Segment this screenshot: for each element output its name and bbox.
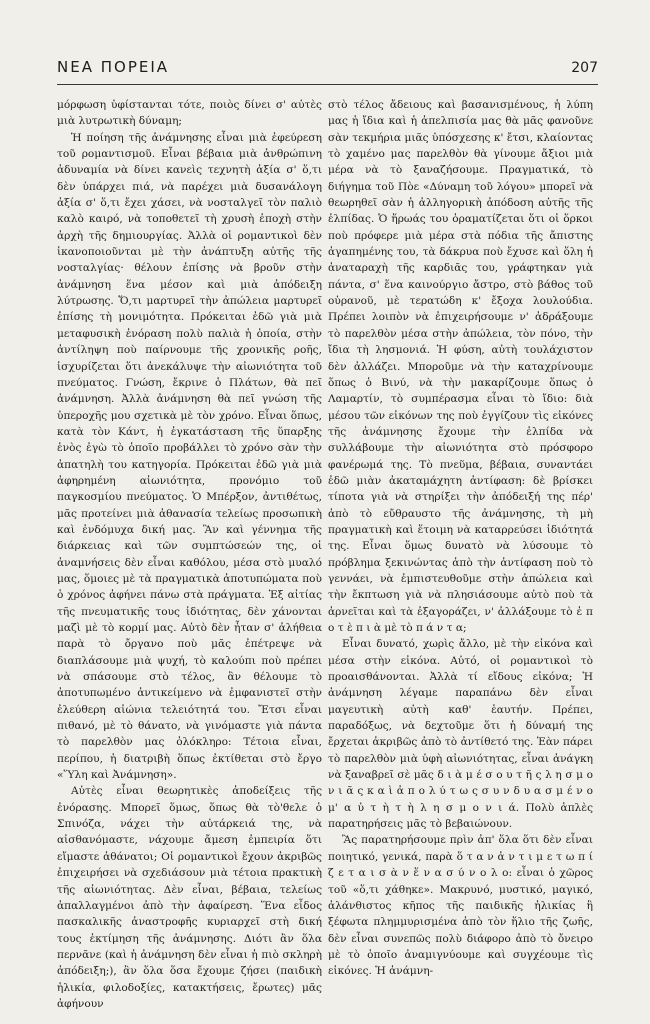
page-number: 207 <box>571 60 598 76</box>
left-column <box>57 97 322 1012</box>
paragraph: Αὐτὲς εἶναι θεωρητικὲς ἀποδείξεις τῆς ἐνόρασης. Μπορεῖ ὅμως, ὅπως θὰ τὸ'θελε ὁ Σπινόζα, νάχει τὴν αὐτάρκειά της, νὰ αἰσθανόμαστε, νάχουμε ἄμεση ἐμπειρία ὅτι εἴμαστε ἀθάνατοι; Οἱ ρομαντικοὶ ἔχουν ἀκριβῶς ἐπιχειρήσει νὰ σχεδιάσουν μιὰ τέτοια πρακτικὴ τῆς αἰωνιότητας. Δὲν εἶναι, βέβαια, τελείως ἀπαλλαγμένοι ἀπὸ τὴν ἀφαίρεση. Ἕνα εἶδος πασκαλικῆς ἀναστροφῆς κυριαρχεῖ στὴ δική τους ἐκτίμηση τῆς ἀνάμνησης. Διότι ἂν ὅλα περνᾶνε (καὶ ἡ ἀνάμνηση δὲν εἶναι ἡ πιὸ σκληρὴ ἀπόδειξη;), ἂν ὅλα ὅσα ἔχουμε ζήσει (παιδικὴ ἡλικία, φιλοδοξίες, κατακτήσεις, ἔρωτες) μᾶς ἀφήνουν <box>57 785 322 1010</box>
paragraph: Ἡ ποίηση τῆς ἀνάμνησης εἶναι μιὰ ἐφεύρεση τοῦ ρομαντισμοῦ. Εἶναι βέβαια μιὰ ἀνθρώπινη ἀδυναμία νὰ δίνει κανεὶς τεχνητὴ ἀξία σ' ὅ,τι δὲν ὑπάρχει πιά, νὰ παρέχει μιὰ δυσανάλογη ἀξία σ' ὅ,τι ἔχει χάσει, νὰ νοσταλγεῖ τὸν παλιὸ καλὸ καιρό, νὰ τοποθετεῖ τὴ χρυσὴ ἐποχὴ στὴν ἀρχὴ τῆς δημιουργίας. Ἀλλὰ οἱ ρομαντικοὶ δὲν ἱκανοποιοῦνται μὲ τὴν ἀνάπτυξη αὐτῆς τῆς νοσταλγίας· θέλουν ἐπίσης νὰ βροῦν στὴν ἀνάμνηση ἕνα μέσον καὶ μιὰ ἀπόδειξη λύτρωσης. Ὅ,τι μαρτυρεῖ τὴν ἀπώλεια μαρτυρεῖ ἐπίσης τὴ μονιμότητα. Πρόκειται ἐδῶ γιὰ μιὰ μεταφυσικὴ ἐνόραση πολὺ παλιὰ ἡ ὁποία, στὴν ἀντίληψη ποὺ παίρνουμε τῆς χρονικῆς ροῆς, ἰσχυρίζεται ὅτι ἀνεκάλυψε τὴν αἰωνιότητα τοῦ πνεύματος. Γνώση, ἔκρινε ὁ Πλάτων, θὰ πεῖ ἀνάμνηση. Ἀλλὰ ἀνάμνηση θὰ πεῖ γνώση τῆς ὑπεροχῆς μου σχετικὰ μὲ τὸν χρόνο. Εἶναι ὅπως, κατὰ τὸν Κάντ, ἡ ἐγκατάσταση τῆς ὕπαρξης ἑνὸς ἐγὼ τὸ ὁποῖο προβάλλει τὸ χρόνο σὰν τὴν ἀπατηλὴ του κατηγορία. Πρόκειται ἐδῶ γιὰ μιὰ ἀφηρημένη αἰωνιότητα, προνόμιο τοῦ παγκοσμίου πνεύματος. Ὁ Μπέρξον, ἀντιθέτως, μᾶς προτείνει μιὰ ἀθανασία τελείως προσωπικὴ καὶ ἐνδόμυχα δική μας. Ἂν καὶ γέννημα τῆς διάρκειας καὶ τῶν συμπτώσεών της, οἱ ἀναμνήσεις δὲν εἶναι καθόλου, μέσα στὸ μυαλό μας, ὅμοιες μὲ τὰ πραγματικὰ ἀποτυπώματα ποὺ ὁ χρόνος ἀφήνει πάνω στὰ πράγματα. Ἐξ αἰτίας τῆς πνευματικῆς τους ἰδιότητας, δὲν χάνονται μαζὶ μὲ τὸ κορμί μας. Αὐτὸ δὲν ἦταν σ' ἀλήθεια παρὰ τὸ ὄργανο ποὺ μᾶς ἐπέτρεψε νὰ διαπλάσουμε μιὰ ψυχή, τὸ καλούπι ποὺ πρέπει νὰ σπάσουμε στὸ τέλος, ἂν θέλουμε τὸ ἀποτυπωμένο ἀντικείμενο νὰ ἐμφανιστεῖ στὴν ἐλεύθερη αἰώνια τελειότητά του. Ἔτσι εἶναι πιθανό, μὲ τὸ θάνατο, νὰ γινόμαστε γιὰ πάντα τὸ παρελθὸν μας ὁλόκληρο: Τέτοια εἶναι, περίπου, ἡ διατριβὴ ὅπως ἐκτίθεται στὸ ἔργο «Ὕλη καὶ Ἀνάμνηση». <box>57 131 322 782</box>
paragraph: μόρφωση ὑφίστανται τότε, ποιὸς δίνει σ' αὐτὲς μιὰ λυτρωτικὴ δύναμη; <box>57 99 322 128</box>
right-column <box>328 97 593 1012</box>
paragraph: Ἂς παρατηρήσουμε πρὶν ἀπ' ὅλα ὅτι δὲν εἶναι ποιητικό, γενικά, παρὰ ὅ τ α ν ἀ ν τ ι μ ε τ ω π ί ζ ε τ α ι σ ὰ ν ἕ ν α σ ύ ν ο λ ο: εἶναι ὁ χῶρος τοῦ «ὅ,τι χάθηκε». Μακρυνό, μυστικό, μαγικό, ἀλάνθιστος κῆπος τῆς παιδικῆς ἡλικίας ἢ ξέφωτα πλημμυρισμένα ἀπὸ τὸν ἥλιο τῆς ζωῆς, δὲν εἶναι συνεπῶς πολὺ διάφορο ἀπὸ τὸ ὄνειρο μὲ τὸ ὁποῖο ἀναμιγνύουμε καὶ συγχέουμε τὶς εἰκόνες. Ἡ ἀνάμνη- <box>328 834 593 978</box>
journal-title: ΝΕΑ ΠΟΡΕΙΑ <box>57 58 170 76</box>
paragraph: Εἶναι δυνατό, χωρὶς ἄλλο, μὲ τὴν εἰκόνα καὶ μέσα στὴν εἰκόνα. Αὐτό, οἱ ρομαντικοὶ τὸ προαισθάνονται. Ἀλλὰ τί εἴδους εἰκόνα; Ἡ ἀνάμνηση λέγαμε παραπάνω δὲν εἶναι μαγευτικὴ αὐτὴ καθ' ἑαυτήν. Πρέπει, παραδόξως, νὰ δεχτοῦμε ὅτι ἡ δύναμή της ἔρχεται ἀκριβῶς ἀπὸ τὸ ἀντίθετό της. Ἐὰν πάρει τὸ παρελθὸν μιὰ ὑφὴ αἰωνιότητας, εἶναι ἀνάγκη νὰ ξαναβρεῖ σὲ μᾶς δ ι ὰ μ έ σ ο υ τ ῆ ς λ η σ μ ο ν ι ᾶ ς κ α ὶ ἀ π ο λ ύ τ ω ς σ υ ν δ υ α σ μ έ ν ο μ' α ὐ τ ὴ τ ὴ λ η σ μ ο ν ι ά. Πολὺ ἁπλὲς παρατηρήσεις μᾶς τὸ βεβαιώνουν. <box>328 638 593 831</box>
running-header <box>57 58 598 85</box>
paragraph: στὸ τέλος ἄδειους καὶ βασανισμένους, ἡ λύπη μας ἡ ἴδια καὶ ἡ ἀπελπισία μας θὰ μᾶς φανοῦνε σὰν τεκμήρια μιᾶς ὑπόσχεσης κ' ἔτσι, κλαίοντας τὸ χαμένο μας παρελθὸν θὰ γίνουμε ἄξιοι μιὰ μέρα νὰ τὸ ξαναζήσουμε. Πραγματικά, τὸ διήγημα τοῦ Πὸε «Δύναμη τοῦ λόγου» μπορεῖ νὰ θεωρηθεῖ σὰν ἡ ἀλληγορικὴ ἀπόδοση αὐτῆς τῆς ἐλπίδας. Ὁ ἥρωάς του ὁραματίζεται ὅτι οἱ ὅρκοι ποὺ πρόφερε μιὰ μέρα στὰ πόδια τῆς ἄπιστης ἀγαπημένης του, τὰ δάκρυα ποὺ ἔχυσε καὶ ὅλη ἡ ἀναταραχὴ τῆς καρδιᾶς του, γράφτηκαν γιὰ πάντα, σ' ἕνα καινούργιο ἄστρο, στὸ βάθος τοῦ οὐρανοῦ, μὲ τερατώδη κ' ἔξοχα λουλούδια. Πρέπει λοιπὸν νὰ ἐπιχειρήσουμε ν' ἀδράξουμε τὸ παρελθὸν μέσα στὴν ἀπώλεια, τὸν πόνο, τὴν ἴδια τὴ λησμονιά. Ἡ φύση, αὐτὴ τουλάχιστον δὲν ἀλλάζει. Μποροῦμε νὰ τὴν καταχρίνουμε ὅπως ὁ Βινύ, νὰ τὴν μακαρίζουμε ὅπως ὁ Λαμαρτίν, τὸ συμπέρασμα εἶναι τὸ ἴδιο: διὰ μέσου τῶν εἰκόνων της ποὺ ἐγγίζουν τὶς εἰκόνες τῆς ἀνάμνησης ἔχουμε τὴν ἐλπίδα νὰ συλλάβουμε τὴν αἰωνιότητα στὸ πρόσφορο φανέρωμά της. Τὸ πνεῦμα, βέβαια, συναντάει ἐδῶ μιὰν ἀκαταμάχητη ἀντίφαση: δὲ βρίσκει τίποτα γιὰ νὰ στηρίξει τὴν ἀπόδειξή της πέρ' ἀπὸ τὸ εὔθραυστο τῆς ἀνάμνησης, τὴ μὴ πραγματικὴ καὶ ἕτοιμη νὰ καταρρεύσει ἰδιότητά της. Εἶναι ὅμως δυνατὸ νὰ λύσουμε τὸ πρόβλημα ξεκινώντας ἀπὸ τὴν ἀντίφαση ποὺ τὸ γεννάει, νὰ ἐμπιστευθοῦμε στὴν ἀπώλεια καὶ τὴν ἔκπτωση γιὰ νὰ πλησιάσουμε αὐτὸ ποὺ τὰ ἀρνεῖται καὶ τὰ ἐξαγοράζει, ν' ἀλλάξουμε τὸ ἐ π ο τ ὲ π ι ὰ μὲ τὸ π ά ν τ α; <box>328 99 593 634</box>
